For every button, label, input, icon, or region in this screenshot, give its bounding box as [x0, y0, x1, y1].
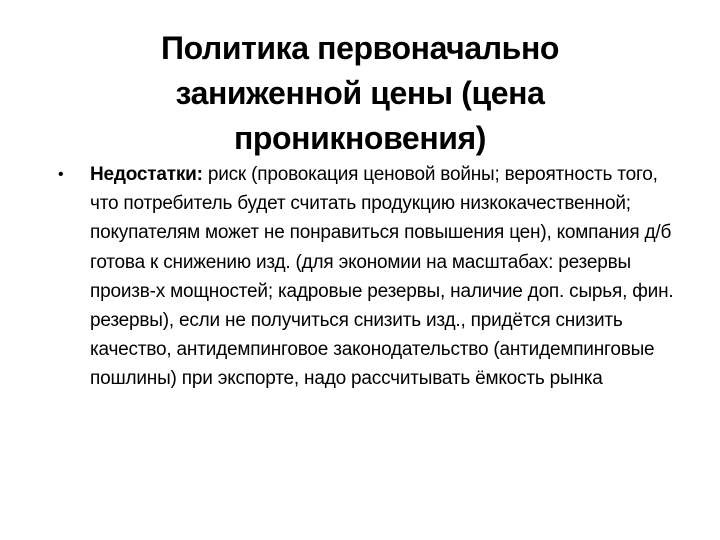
bullet-text: риск (провокация ценовой войны; вероятность того, что потребитель будет считать продукцию низкокачественной; покупателям может не понравиться повышения цен), компания д/б готова к снижению изд. (для экономии на масштабах: резервы произв-х мощностей; кадровые резервы, наличие доп. сырья, фин. резервы), если не получиться снизить изд., придётся снизить качество, антидемпинговое законодательство (антидемпинговые пошлины) при экспорте, надо рассчитывать ёмкость рынка — [90, 164, 674, 390]
bullet-item — [58, 160, 678, 394]
slide-title: Политика первоначально заниженной цены (цена проникновения) — [160, 30, 560, 156]
bullet-list — [58, 160, 678, 394]
bullet-lead-label: Недостатки: — [90, 164, 203, 185]
bullet-marker: • — [58, 166, 64, 183]
